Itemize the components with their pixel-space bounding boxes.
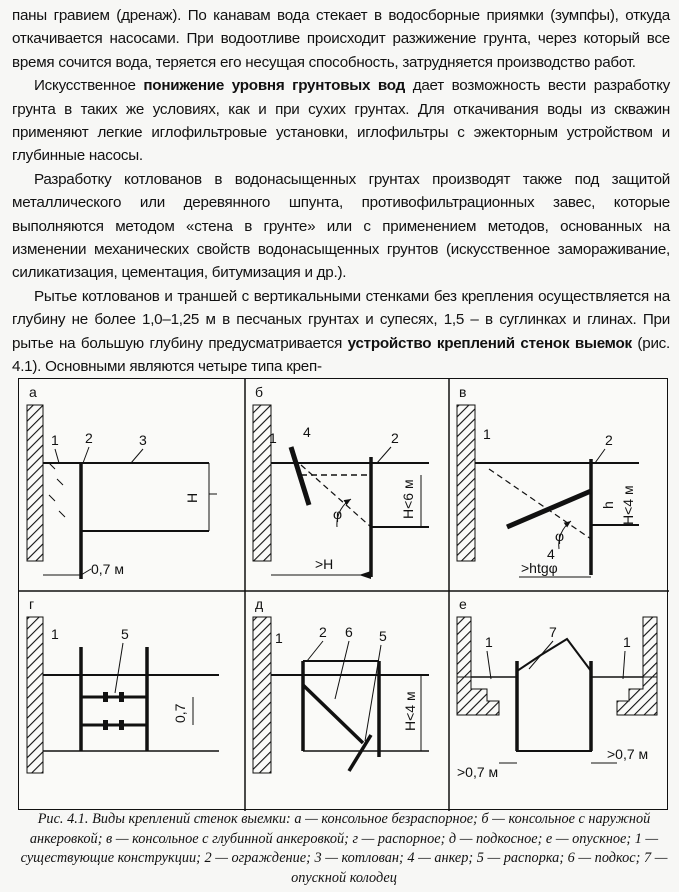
panel-letter: д [255,596,264,612]
dim-w: >htgφ [521,560,558,576]
label-5: 5 [379,628,387,644]
label-7: 7 [549,624,557,640]
label-6: 6 [345,624,353,640]
figure-4-1 [18,378,668,810]
angle-phi: φ [555,528,565,544]
panel-letter: в [459,384,467,400]
panel-g [27,596,219,773]
dim-right: >0,7 м [607,746,649,762]
bold-term: устройство креплений стенок выемок [347,334,632,352]
panel-letter: е [459,596,467,612]
dim-w: >H [315,556,334,572]
caption-text: Виды креплений стенок выемки: а — консольное безраспорное; б — консольное с наружной анкеровкой; в — консольное с глубинной анкеровкой; г — распорное; д — подкосное; е — опускное; 1 — существующие конструкции; 2 — ограждение; 3 — котлован; 4 — анкер; 5 — распорка; 6 — подкос; 7 — опускной колодец [20,811,668,886]
body-text [12,4,670,379]
figure-caption [20,810,668,888]
angle-phi: φ [333,506,343,522]
panel-letter: а [29,384,37,400]
paragraph-text: Искусственное [34,77,144,95]
label-1: 1 [275,630,283,646]
dim-h: H [184,492,200,503]
caption-head: Рис. 4.1. [37,811,89,827]
panel-d [253,596,429,773]
dim-left: >0,7 м [457,764,499,780]
paragraph [12,285,670,379]
panel-b [253,384,429,579]
paragraph-text: Разработку котлованов в водонасыщенных грунтах производят также под защитой металлического или деревянного шпунта, противофильтрационных завес, которые выполняются методом «стена в грунте» или с применением методов, основанных на изменении механических свойств водонасыщенных грунтов (искусственное замораживание, силикатизация, цементация, битумизация и др.). [12,170,670,282]
panel-letter: б [255,384,264,400]
paragraph-text: (рис. 4.1). Основными являются четыре типа креп- [12,334,670,376]
dim-h: H<4 м [402,691,418,731]
label-1-right: 1 [623,634,631,650]
panel-v [457,384,639,577]
small-h: h [600,501,616,509]
dim-h: H<6 м [400,479,416,519]
figure-drawing [19,379,669,811]
label-2: 2 [319,624,327,640]
paragraph [12,4,670,74]
label-2: 2 [605,432,613,448]
label-4: 4 [303,424,311,440]
label-4: 4 [547,546,555,562]
dim-h: H<4 м [620,485,636,525]
label-2: 2 [391,430,399,446]
label-1: 1 [483,426,491,442]
paragraph-text: паны гравием (дренаж). По канавам вода стекает в водосборные приямки (зумпфы), откуда откачивается насосами. При водоотливе происходит разжижение грунта, через который все время сочится вода, теряется его несущая способность, затрудняется производство работ. [12,7,670,71]
panel-a [27,384,217,579]
panel-letter: г [29,596,35,612]
label-1: 1 [51,626,59,642]
label-1-left: 1 [485,634,493,650]
paragraph [12,168,670,285]
label-1: 1 [51,432,59,448]
dim-h: 0,7 [172,703,188,723]
label-2: 2 [85,430,93,446]
paragraph-text: дает возможность вести разработку грунта в таких же условиях, как и при сухих грунтах. Для откачивания воды из скважин применяют легкие иглофильтровые установки, иглофильтры с эжекторным устройством и глубинные насосы. [12,77,671,165]
dim-w: 0,7 м [91,561,124,577]
label-5: 5 [121,626,129,642]
paragraph-text: Рытье котлованов и траншей с вертикальными стенками без крепления осуществляется на глубину не более 1,0–1,25 м в песчаных грунтах и супесях, 1,5 – в суглинках и глинах. При рытье на большую глубину предусматривается [12,287,670,352]
paragraph [12,74,670,168]
bold-term: понижение уровня грунтовых вод [143,77,406,95]
panel-e [457,596,657,780]
label-1: 1 [269,430,277,446]
label-3: 3 [139,432,147,448]
